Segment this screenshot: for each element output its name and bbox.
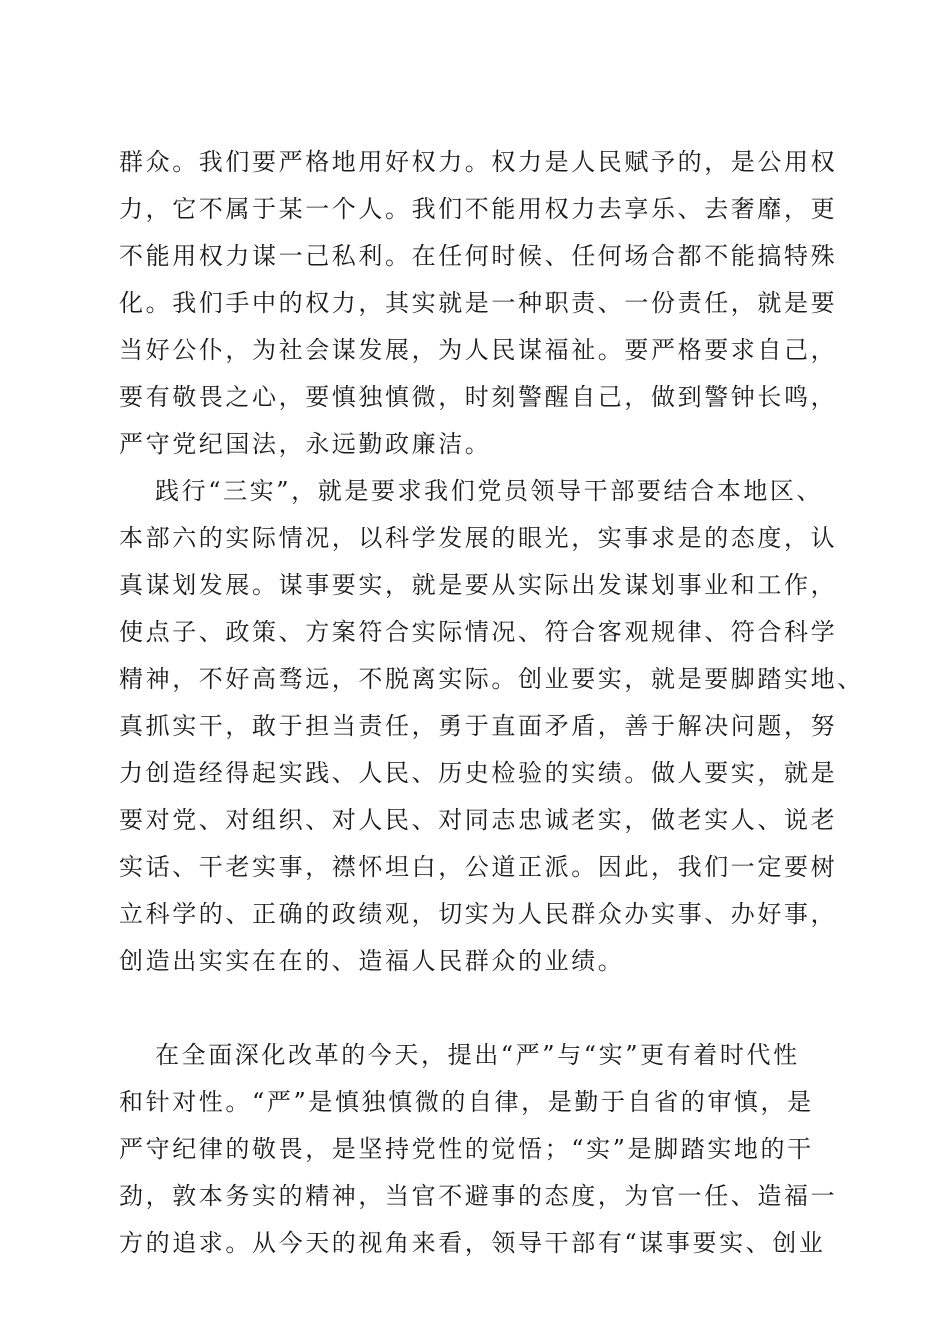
text-line: 精神，不好高骛远，不脱离实际。创业要实，就是要脚踏实地、 (119, 665, 864, 693)
text-line: 本部六的实际情况，以科学发展的眼光，实事求是的态度，认 (119, 524, 838, 552)
text-line: 要对党、对组织、对人民、对同志忠诚老实，做老实人、说老 (119, 806, 838, 834)
text-line: 力，它不属于某一个人。我们不能用权力去享乐、去奢靡，更 (119, 195, 838, 223)
text-line: 劲，敦本务实的精神，当官不避事的态度，为官一任、造福一 (119, 1182, 838, 1210)
text-line: 群众。我们要严格地用好权力。权力是人民赋予的，是公用权 (119, 148, 838, 176)
text-line: 化。我们手中的权力，其实就是一种职责、一份责任，就是要 (119, 289, 838, 317)
text-line: 当好公仆，为社会谋发展，为人民谋福祉。要严格要求自己， (119, 336, 838, 364)
text-line: 使点子、政策、方案符合实际情况、符合客观规律、符合科学 (119, 618, 838, 646)
text-line: 不能用权力谋一己私利。在任何时候、任何场合都不能搞特殊 (119, 242, 838, 270)
text-line: 立科学的、正确的政绩观，切实为人民群众办实事、办好事， (119, 900, 838, 928)
paragraph-first-line: 践行“三实”，就是要求我们党员领导干部要结合本地区、 (155, 477, 824, 505)
text-line: 方的追求。从今天的视角来看，领导干部有“谋事要实、创业 (119, 1229, 826, 1257)
text-line: 严守党纪国法，永远勤政廉洁。 (119, 430, 492, 458)
text-line: 力创造经得起实践、人民、历史检验的实绩。做人要实，就是 (119, 759, 838, 787)
paragraph-first-line: 在全面深化改革的今天，提出“严”与“实”更有着时代性 (155, 1041, 800, 1069)
text-line: 真谋划发展。谋事要实，就是要从实际出发谋划事业和工作， (119, 571, 838, 599)
text-line: 实话、干老实事，襟怀坦白，公道正派。因此，我们一定要树 (119, 853, 838, 881)
text-line: 创造出实实在在的、造福人民群众的业绩。 (119, 947, 625, 975)
text-line: 要有敬畏之心，要慎独慎微，时刻警醒自己，做到警钟长鸣， (119, 383, 838, 411)
text-line: 真抓实干，敢于担当责任，勇于直面矛盾，善于解决问题，努 (119, 712, 838, 740)
text-line: 和针对性。“严”是慎独慎微的自律，是勤于自省的审慎，是 (119, 1088, 814, 1116)
document-body (119, 139, 864, 1267)
text-line (119, 985, 839, 1032)
text-line: 严守纪律的敬畏，是坚持党性的觉悟；“实”是脚踏实地的干 (119, 1135, 814, 1163)
